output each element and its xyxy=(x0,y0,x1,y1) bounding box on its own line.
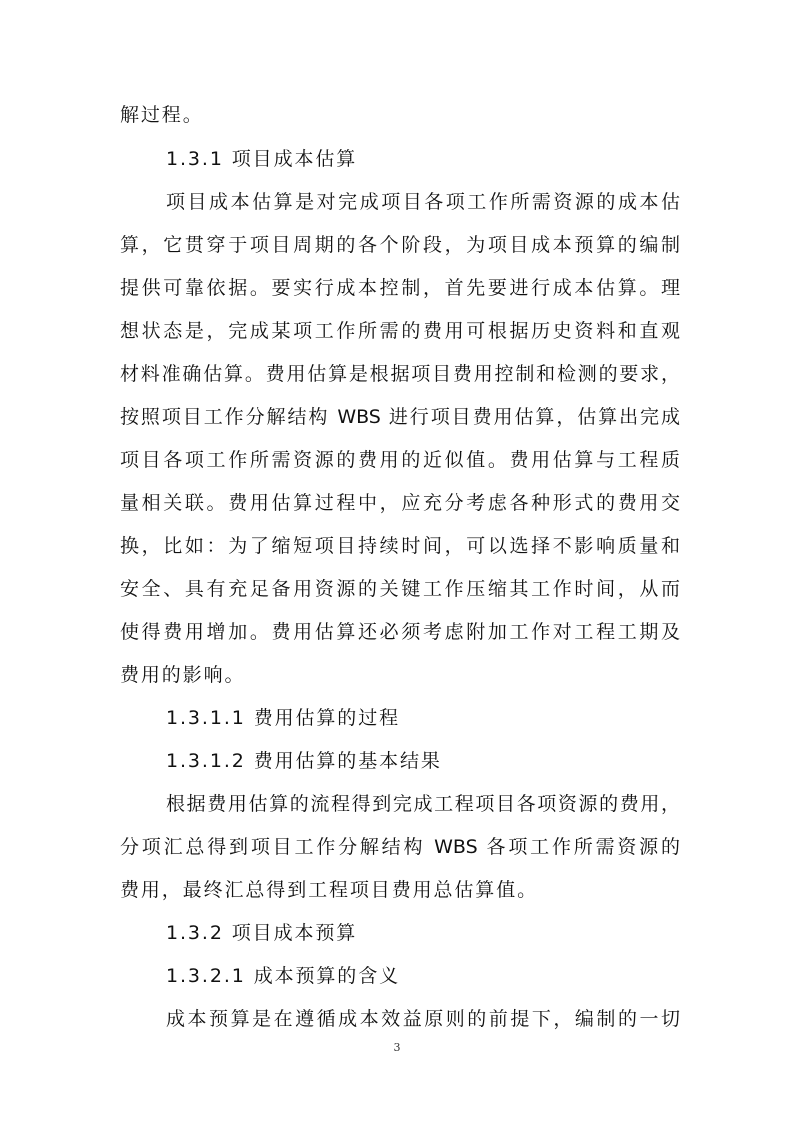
paragraph-line: 换，比如：为了缩短项目持续时间，可以选择不影响质量和 xyxy=(120,535,680,557)
section-heading: 1.3.1 项目成本估算 xyxy=(166,148,358,170)
paragraph-line: 费用，最终汇总得到工程项目费用总估算值。 xyxy=(120,879,539,901)
paragraph-line: 材料准确估算。费用估算是根据项目费用控制和检测的要求， xyxy=(120,363,680,385)
paragraph-line: 安全、具有充足备用资源的关键工作压缩其工作时间，从而 xyxy=(120,578,680,600)
paragraph-line: 项目成本估算是对完成项目各项工作所需资源的成本估 xyxy=(166,191,680,213)
section-heading: 1.3.2 项目成本预算 xyxy=(166,922,358,944)
paragraph-line: 量相关联。费用估算过程中，应充分考虑各种形式的费用交 xyxy=(120,492,680,514)
paragraph-line: 分项汇总得到项目工作分解结构 WBS 各项工作所需资源的 xyxy=(120,836,680,858)
section-heading: 1.3.1.2 费用估算的基本结果 xyxy=(166,750,442,772)
paragraph-line: 想状态是，完成某项工作所需的费用可根据历史资料和直观 xyxy=(120,320,680,342)
section-heading: 1.3.1.1 费用估算的过程 xyxy=(166,707,401,729)
paragraph-line: 按照项目工作分解结构 WBS 进行项目费用估算，估算出完成 xyxy=(120,406,680,428)
page-number: 3 xyxy=(393,1041,401,1054)
paragraph-line: 解过程。 xyxy=(120,104,204,126)
paragraph-line: 成本预算是在遵循成本效益原则的前提下，编制的一切 xyxy=(166,1008,680,1030)
paragraph-line: 根据费用估算的流程得到完成工程项目各项资源的费用， xyxy=(166,793,680,815)
paragraph-line: 使得费用增加。费用估算还必须考虑附加工作对工程工期及 xyxy=(120,621,680,643)
paragraph-line: 算，它贯穿于项目周期的各个阶段，为项目成本预算的编制 xyxy=(120,234,680,256)
paragraph-line: 提供可靠依据。要实行成本控制，首先要进行成本估算。理 xyxy=(120,277,680,299)
paragraph-line: 项目各项工作所需资源的费用的近似值。费用估算与工程质 xyxy=(120,449,680,471)
section-heading: 1.3.2.1 成本预算的含义 xyxy=(166,965,401,987)
paragraph-line: 费用的影响。 xyxy=(120,664,246,686)
